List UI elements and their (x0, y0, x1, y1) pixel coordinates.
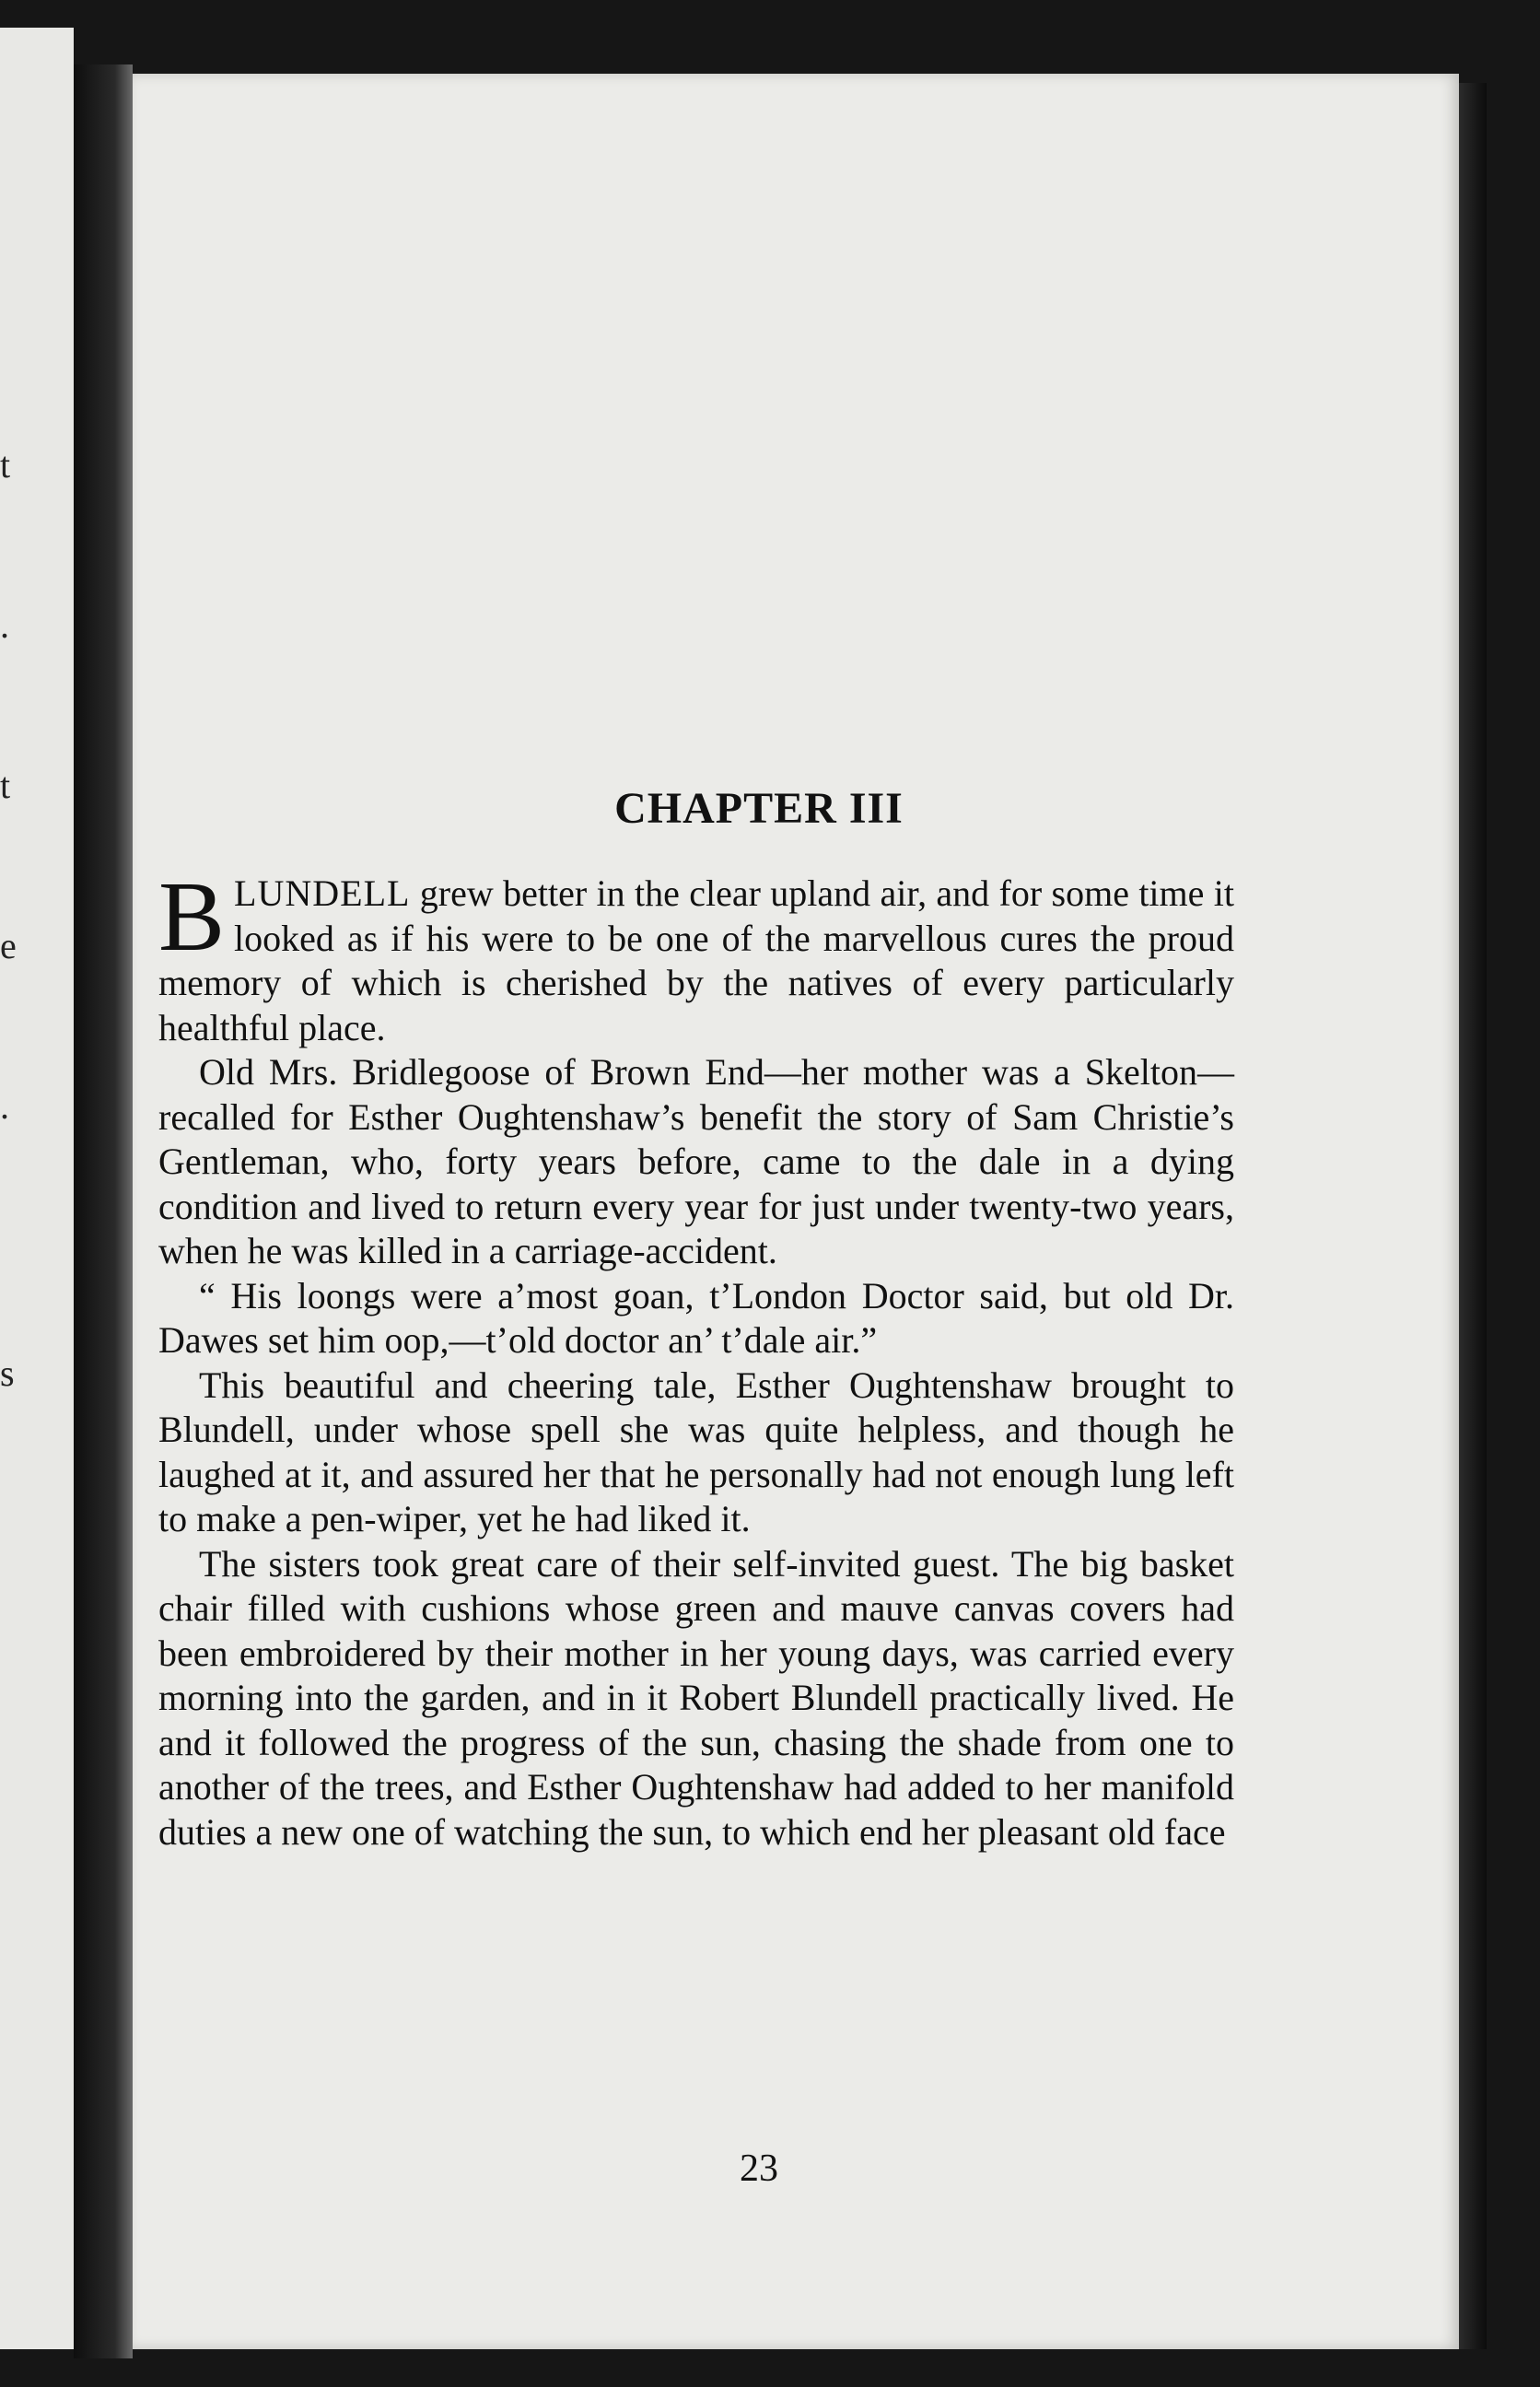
previous-page-edge (0, 28, 74, 2349)
paragraph (158, 862, 1234, 1050)
fragment-letter: e (0, 925, 17, 966)
paragraph: “ His loongs were a’most goan, t’London Doctor said, but old Dr. Dawes set him oop,—t’old doctor an’ t’dale air.” (158, 1274, 1234, 1361)
paragraph: This beautiful and cheering tale, Esther Oughtenshaw brought to Blundell, under whose spell she was quite helpless, and though he laughed at it, and assured her that he personally had not enough lung left to make a pen-wiper, yet he had liked it. (158, 1363, 1234, 1539)
page-number: 23 (740, 2147, 778, 2190)
fragment-letter: t (0, 444, 11, 486)
book-gutter (74, 64, 133, 2358)
fragment-letter: s (0, 1352, 15, 1394)
book-page (133, 74, 1459, 2349)
paragraph-text: grew better in the clear upland air, and for some time it looked as if his were to be one of the marvellous cures the proud memory of which is cherished by the natives of every particularly healthful place. (158, 872, 1234, 1048)
chapter-text (158, 862, 1234, 1855)
previous-page-text-fragment (0, 332, 18, 1507)
paragraph: Old Mrs. Bridlegoose of Brown End—her mother was a Skelton—recalled for Esther Oughtenshaw’s benefit the story of Sam Christie’s Gentleman, who, forty years before, came to the dale in a dying condition and lived to return every year for just under twenty-two years, when he was killed in a carriage-accident. (158, 1051, 1234, 1271)
paragraph: The sisters took great care of their self-invited guest. The big basket chair filled with cushions whose green and mauve canvas covers had been embroidered by their mother in her young days, was carried every morning into the garden, and in it Robert Blundell practically lived. He and it followed the progress of the sun, chasing the shade from one to another of the trees, and Esther Oughtenshaw had added to her manifold duties a new one of watching the sun, to which end her pleasant old face (158, 1542, 1234, 1853)
page-right-edge (1459, 83, 1487, 2349)
fragment-letter: . (0, 1085, 9, 1127)
fragment-letter: . (0, 604, 9, 646)
opening-word-smallcaps: LUNDELL (234, 872, 411, 914)
drop-cap: B (158, 862, 226, 972)
chapter-title: CHAPTER III (614, 784, 904, 833)
fragment-letter: t (0, 765, 11, 806)
